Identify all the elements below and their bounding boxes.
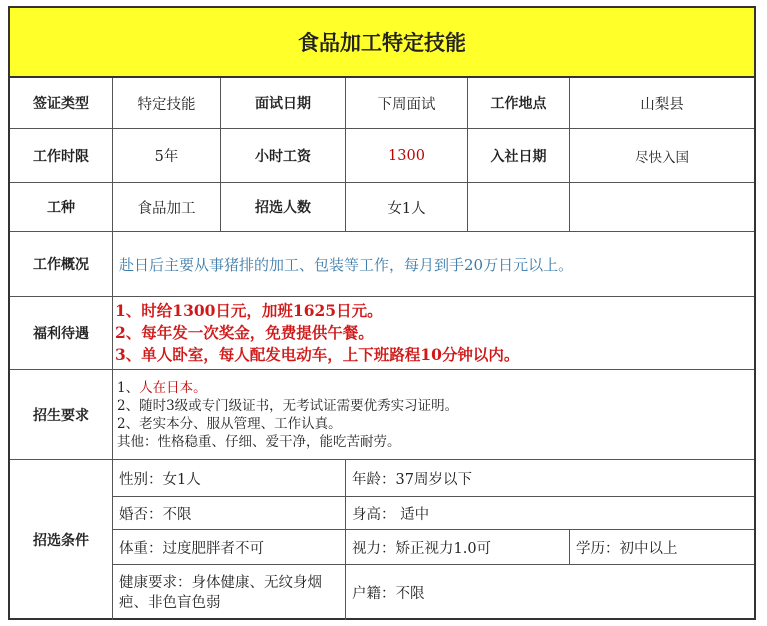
requirement-item: 其他：性格稳重、仔细、爱干净，能吃苦耐劳。 (117, 433, 401, 450)
job-posting-table (8, 6, 756, 620)
benefit-item: 3、单人卧室，每人配发电动车，上下班路程10分钟以内。 (115, 345, 520, 364)
work-location-value: 山梨县 (570, 78, 754, 129)
requirements-list (113, 370, 754, 460)
condition-vision: 视力：矫正视力1.0可 (346, 530, 570, 565)
overview-text: 赴日后主要从事猪排的加工、包装等工作，每月到手20万日元以上。 (113, 232, 754, 297)
page-title: 食品加工特定技能 (10, 8, 754, 78)
condition-weight: 体重：过度肥胖者不可 (113, 530, 346, 565)
condition-marital: 婚否：不限 (113, 497, 346, 530)
condition-age: 年龄：37周岁以下 (346, 460, 754, 497)
requirement-item: 2、随时3级或专门级证书，无考试证需要优秀实习证明。 (117, 397, 459, 414)
empty-cell (468, 183, 570, 232)
interview-date-value: 下周面试 (346, 78, 468, 129)
hourly-wage-value: 1300 (346, 129, 468, 183)
benefit-item: 1、时给1300日元，加班1625日元。 (115, 301, 383, 320)
visa-type-label: 签证类型 (10, 78, 113, 129)
conditions-label: 招选条件 (10, 460, 113, 620)
requirement-highlight: 人在日本。 (139, 379, 207, 396)
work-term-value: 5年 (113, 129, 221, 183)
requirement-item: 1、人在日本。 (117, 379, 207, 396)
work-term-label: 工作时限 (10, 129, 113, 183)
job-type-value: 食品加工 (113, 183, 221, 232)
headcount-value: 女1人 (346, 183, 468, 232)
work-location-label: 工作地点 (468, 78, 570, 129)
hourly-wage-label: 小时工资 (221, 129, 346, 183)
join-date-label: 入社日期 (468, 129, 570, 183)
benefits-list (113, 297, 754, 370)
benefit-item: 2、每年发一次奖金，免费提供午餐。 (115, 323, 374, 342)
requirement-item: 2、老实本分、服从管理、工作认真。 (117, 415, 342, 432)
visa-type-value: 特定技能 (113, 78, 221, 129)
condition-height: 身高： 适中 (346, 497, 754, 530)
headcount-label: 招选人数 (221, 183, 346, 232)
empty-cell (570, 183, 754, 232)
condition-health: 健康要求：身体健康、无纹身烟疤、非色盲色弱 (113, 565, 346, 620)
interview-date-label: 面试日期 (221, 78, 346, 129)
benefits-label: 福利待遇 (10, 297, 113, 370)
condition-education: 学历：初中以上 (570, 530, 754, 565)
overview-label: 工作概况 (10, 232, 113, 297)
condition-hukou: 户籍：不限 (352, 586, 425, 602)
join-date-value: 尽快入国 (570, 129, 754, 183)
requirements-label: 招生要求 (10, 370, 113, 460)
condition-gender: 性别：女1人 (113, 460, 346, 497)
job-type-label: 工种 (10, 183, 113, 232)
